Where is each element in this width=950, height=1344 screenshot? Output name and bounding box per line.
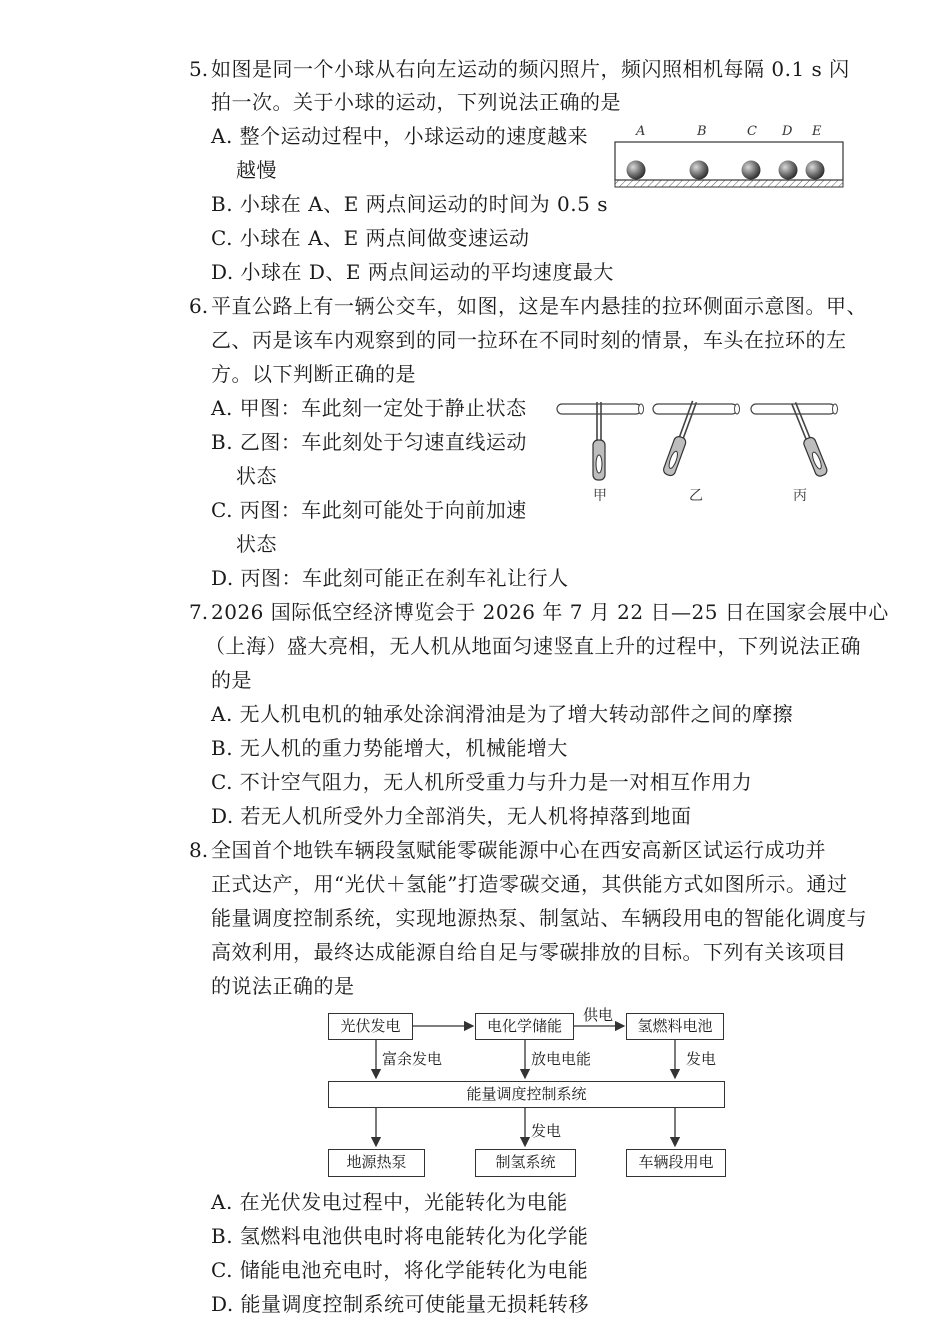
q7-option-b: B. 无人机的重力势能增大，机械能增大 [211, 736, 568, 760]
q7-stem-line1: 2026 国际低空经济博览会于 2026 年 7 月 22 日—25 日在国家会展中心 [211, 600, 889, 624]
flow-label-generate-2: 发电 [531, 1122, 562, 1140]
figure-label-bing: 丙 [793, 488, 807, 504]
q7-number: 7. [189, 600, 209, 624]
strobe-label-e: E [812, 124, 822, 139]
q8-option-d: D. 能量调度控制系统可使能量无损耗转移 [211, 1294, 590, 1314]
q7-option-d: D. 若无人机所受外力全部消失，无人机将掉落到地面 [211, 804, 692, 828]
q7-stem-line3: 的是 [211, 668, 252, 692]
hand-ring-jia [557, 402, 644, 480]
q7-option-c: C. 不计空气阻力，无人机所受重力与升力是一对相互作用力 [211, 770, 753, 794]
flow-label-generate-1: 发电 [686, 1050, 717, 1068]
flow-label-supply: 供电 [583, 1006, 614, 1024]
q8-stem-line2: 正式达产，用“光伏＋氢能”打造零碳交通，其供能方式如图所示。通过 [211, 872, 848, 896]
strobe-ball-d [779, 161, 798, 180]
strobe-ball-b [690, 161, 709, 180]
q5-option-c: C. 小球在 A、E 两点间做变速运动 [211, 226, 530, 250]
flow-label-discharge: 放电电能 [531, 1050, 592, 1068]
q5-stem-line1: 如图是同一个小球从右向左运动的频闪照片，频闪照相机每隔 0.1 s 闪 [211, 57, 850, 81]
figure-label-yi: 乙 [689, 488, 703, 504]
q8-stem-line3: 能量调度控制系统，实现地源热泵、制氢站、车辆段用电的智能化调度与 [211, 906, 867, 930]
q6-stem-line3: 方。以下判断正确的是 [211, 362, 416, 386]
strobe-label-d: D [782, 124, 793, 139]
hand-ring-bing [751, 401, 838, 478]
q6-number: 6. [189, 294, 209, 318]
flow-box-hydrogen: 制氢系统 [475, 1149, 576, 1177]
flow-box-heat-pump: 地源热泵 [328, 1149, 425, 1177]
q6-hand-ring-figure [553, 396, 845, 506]
q8-stem-line5: 的说法正确的是 [211, 974, 355, 998]
q6-option-b-cont: 状态 [236, 464, 277, 488]
q5-option-d: D. 小球在 D、E 两点间运动的平均速度最大 [211, 260, 614, 284]
q6-stem-line2: 乙、丙是该车内观察到的同一拉环在不同时刻的情景，车头在拉环的左 [211, 328, 847, 352]
q8-stem-line1: 全国首个地铁车辆段氢赋能零碳能源中心在西安高新区试运行成功并 [211, 838, 826, 862]
q5-number: 5. [189, 57, 209, 81]
q6-option-d: D. 丙图：车此刻可能正在刹车礼让行人 [211, 566, 569, 590]
q5-option-a-cont: 越慢 [236, 158, 277, 182]
flow-box-depot-power: 车辆段用电 [626, 1149, 726, 1177]
flow-box-pv: 光伏发电 [328, 1013, 413, 1040]
q5-option-b: B. 小球在 A、E 两点间运动的时间为 0.5 s [211, 192, 608, 216]
q6-option-c: C. 丙图：车此刻可能处于向前加速 [211, 498, 527, 522]
q5-stem-line2: 拍一次。关于小球的运动，下列说法正确的是 [211, 90, 621, 114]
strobe-ball-c [742, 161, 761, 180]
flow-box-storage: 电化学储能 [475, 1013, 574, 1040]
figure-label-jia: 甲 [593, 488, 607, 504]
hand-ring-yi [653, 400, 740, 477]
q8-number: 8. [189, 838, 209, 862]
strobe-label-c: C [747, 124, 757, 139]
q8-option-a: A. 在光伏发电过程中，光能转化为电能 [211, 1190, 568, 1214]
q8-option-b: B. 氢燃料电池供电时将电能转化为化学能 [211, 1224, 589, 1248]
q6-option-c-cont: 状态 [236, 532, 277, 556]
flow-label-surplus: 富余发电 [382, 1050, 443, 1068]
flow-box-fuel-cell: 氢燃料电池 [626, 1013, 724, 1040]
q8-option-c: C. 储能电池充电时，将化学能转化为电能 [211, 1258, 589, 1282]
q7-option-a: A. 无人机电机的轴承处涂润滑油是为了增大转动部件之间的摩擦 [211, 702, 794, 726]
strobe-label-b: B [697, 124, 707, 139]
strobe-label-a: A [636, 124, 646, 139]
strobe-ball-a [627, 161, 646, 180]
q8-energy-flow-diagram [320, 1006, 740, 1186]
strobe-ball-e [806, 161, 825, 180]
q6-stem-line1: 平直公路上有一辆公交车，如图，这是车内悬挂的拉环侧面示意图。甲、 [211, 294, 867, 318]
q5-option-a: A. 整个运动过程中，小球运动的速度越来 [211, 124, 589, 148]
page-cutoff [0, 1294, 950, 1314]
q7-stem-line2: （上海）盛大亮相，无人机从地面匀速竖直上升的过程中，下列说法正确 [205, 634, 861, 658]
q6-option-b: B. 乙图：车此刻处于匀速直线运动 [211, 430, 527, 454]
flow-box-control-system: 能量调度控制系统 [328, 1081, 725, 1108]
q5-strobe-photo-figure [610, 118, 850, 196]
q6-option-a: A. 甲图：车此刻一定处于静止状态 [211, 396, 527, 420]
q8-stem-line4: 高效利用，最终达成能源自给自足与零碳排放的目标。下列有关该项目 [211, 940, 847, 964]
